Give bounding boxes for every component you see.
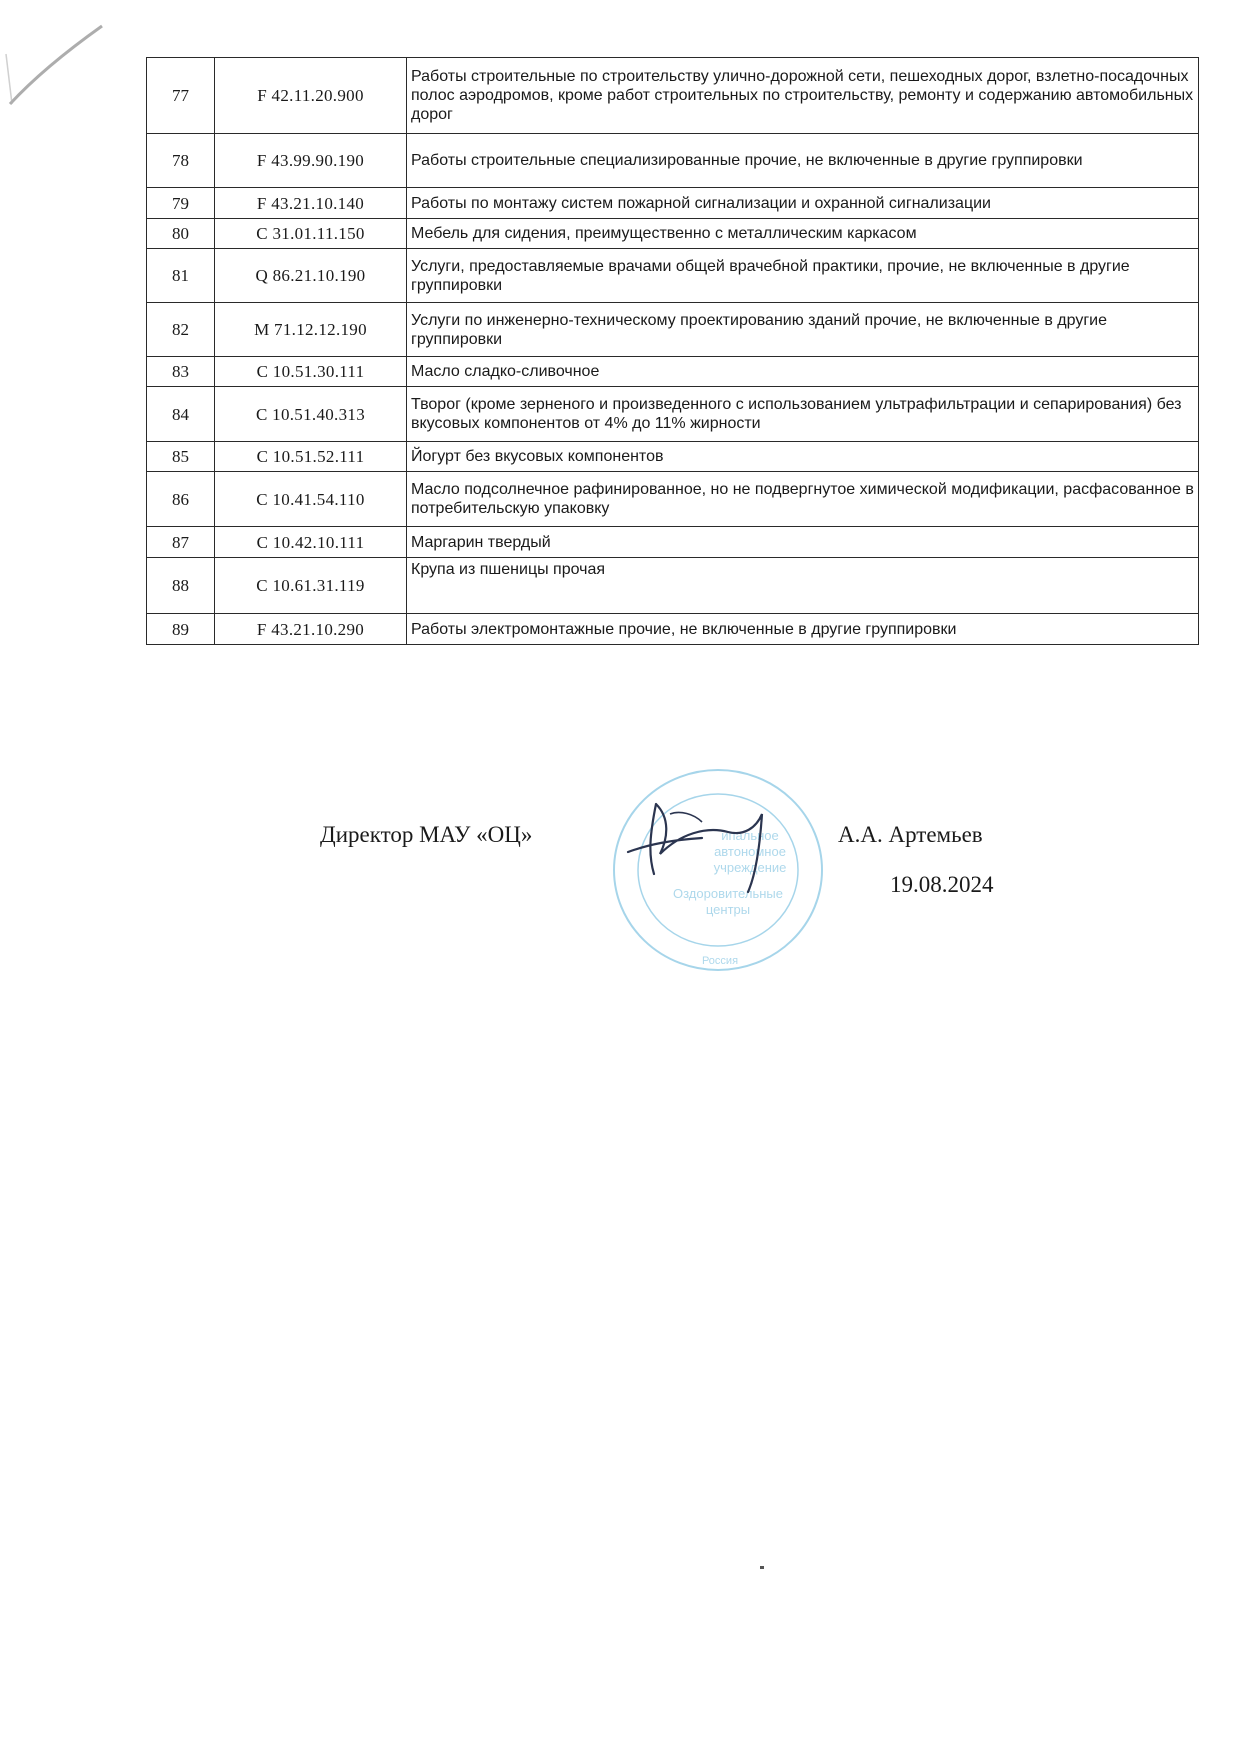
row-number: 81 [147, 249, 215, 303]
okpd-code: C 10.61.31.119 [215, 558, 407, 614]
table-row [147, 527, 1199, 558]
item-name: Масло подсолнечное рафинированное, но не подвергнутое химической модификации, расфасованное в потребительскую упаковку [407, 472, 1199, 527]
row-number: 89 [147, 614, 215, 645]
row-number: 88 [147, 558, 215, 614]
table-row [147, 357, 1199, 387]
table-row [147, 614, 1199, 645]
okpd-code: F 42.11.20.900 [215, 58, 407, 134]
scan-speck [760, 1566, 764, 1569]
row-number: 80 [147, 219, 215, 249]
okpd-code: C 10.51.30.111 [215, 357, 407, 387]
row-number: 83 [147, 357, 215, 387]
row-number: 87 [147, 527, 215, 558]
okpd-code: Q 86.21.10.190 [215, 249, 407, 303]
okpd-code: F 43.21.10.140 [215, 188, 407, 219]
okpd-code: F 43.99.90.190 [215, 134, 407, 188]
item-name: Мебель для сидения, преимущественно с металлическим каркасом [407, 219, 1199, 249]
table-row [147, 188, 1199, 219]
okpd-code: C 10.51.40.313 [215, 387, 407, 442]
signer-position: Директор МАУ «ОЦ» [320, 822, 533, 847]
table-row [147, 249, 1199, 303]
handwritten-signature [610, 774, 790, 894]
item-name: Работы строительные специализированные прочие, не включенные в другие группировки [407, 134, 1199, 188]
okpd-table [146, 57, 1199, 645]
table-row [147, 442, 1199, 472]
table-row [147, 387, 1199, 442]
svg-text:Россия: Россия [701, 955, 739, 967]
row-number: 86 [147, 472, 215, 527]
item-name: Йогурт без вкусовых компонентов [407, 442, 1199, 472]
okpd-code: C 31.01.11.150 [215, 219, 407, 249]
item-name: Работы электромонтажные прочие, не включенные в другие группировки [407, 614, 1199, 645]
item-name: Услуги, предоставляемые врачами общей врачебной практики, прочие, не включенные в другие группировки [407, 249, 1199, 303]
okpd-code: C 10.51.52.111 [215, 442, 407, 472]
scan-corner-mark [4, 18, 114, 108]
okpd-code: F 43.21.10.290 [215, 614, 407, 645]
svg-text:ипальное: ипальное [721, 828, 779, 843]
table-row [147, 219, 1199, 249]
item-name: Крупа из пшеницы прочая [407, 558, 1199, 614]
row-number: 82 [147, 303, 215, 357]
table-row [147, 472, 1199, 527]
item-name: Услуги по инженерно-техническому проектированию зданий прочие, не включенные в другие группировки [407, 303, 1199, 357]
table-row [147, 134, 1199, 188]
row-number: 84 [147, 387, 215, 442]
row-number: 78 [147, 134, 215, 188]
signature-date: 19.08.2024 [890, 872, 994, 897]
okpd-code: C 10.42.10.111 [215, 527, 407, 558]
svg-text:Оздоровительные: Оздоровительные [673, 886, 783, 901]
okpd-code: C 10.41.54.110 [215, 472, 407, 527]
signature-block [320, 822, 1040, 992]
signer-name: А.А. Артемьев [838, 822, 983, 847]
row-number: 77 [147, 58, 215, 134]
row-number: 79 [147, 188, 215, 219]
item-name: Работы по монтажу систем пожарной сигнализации и охранной сигнализации [407, 188, 1199, 219]
table-row [147, 303, 1199, 357]
svg-text:автономное: автономное [714, 844, 786, 859]
svg-text:центры: центры [705, 902, 751, 917]
item-name: Масло сладко-сливочное [407, 357, 1199, 387]
table-row [147, 558, 1199, 614]
svg-text:учреждение: учреждение [713, 860, 787, 875]
row-number: 85 [147, 442, 215, 472]
item-name: Маргарин твердый [407, 527, 1199, 558]
item-name: Творог (кроме зерненого и произведенного с использованием ультрафильтрации и сепарирования) без вкусовых компонентов от 4% до 11% жирности [407, 387, 1199, 442]
item-name: Работы строительные по строительству улично-дорожной сети, пешеходных дорог, взлетно-посадочных полос аэродромов, кроме работ строительных по строительству, ремонту и содержанию автомобильных дорог [407, 58, 1199, 134]
okpd-code: M 71.12.12.190 [215, 303, 407, 357]
table-row [147, 58, 1199, 134]
